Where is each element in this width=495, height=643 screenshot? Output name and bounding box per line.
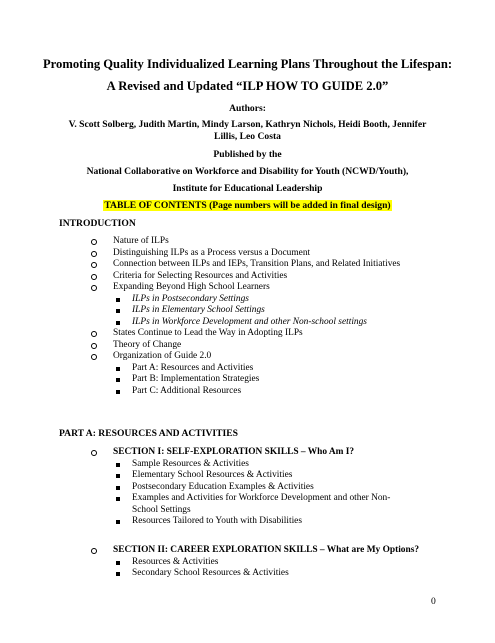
introduction-heading: INTRODUCTION — [59, 218, 136, 229]
authors-line-2: Lillis, Leo Costa — [214, 131, 281, 142]
list-item: Resources & Activities — [113, 557, 469, 569]
list-item: Theory of Change — [89, 340, 469, 352]
published-label: Published by the — [213, 149, 282, 160]
list-item: ILPs in Elementary School Settings — [113, 305, 469, 317]
list-item: Part C: Additional Resources — [113, 386, 469, 398]
authors-line-1: V. Scott Solberg, Judith Martin, Mindy Larson, Kathryn Nichols, Heidi Booth, Jennifer — [68, 119, 427, 130]
list-item: Connection between ILPs and IEPs, Transition Plans, and Related Initiatives — [89, 259, 469, 271]
page-number: 0 — [431, 596, 436, 607]
toc-highlight: TABLE OF CONTENTS (Page numbers will be added in final design) — [104, 200, 391, 211]
list-item — [89, 545, 469, 580]
publisher-line-2: Institute for Educational Leadership — [172, 183, 323, 194]
section-2-list — [89, 545, 469, 580]
list-item: Resources Tailored to Youth with Disabilities — [113, 516, 469, 528]
list-item: ILPs in Postsecondary Settings — [113, 294, 469, 306]
list-item — [89, 447, 469, 528]
sublist — [113, 294, 469, 329]
toc-heading — [0, 200, 495, 212]
authors-label: Authors: — [229, 103, 266, 114]
list-item: Examples and Activities for Workforce Development and other Non-School Settings — [113, 493, 414, 516]
list-item: Part B: Implementation Strategies — [113, 374, 469, 386]
section-1-title: SECTION I: SELF-EXPLORATION SKILLS – Who Am I? — [113, 447, 355, 457]
list-item: Elementary School Resources & Activities — [113, 470, 469, 482]
list-item: Sample Resources & Activities — [113, 459, 469, 471]
title-line-1: Promoting Quality Individualized Learning Plans Throughout the Lifespan: — [42, 57, 453, 71]
list-item: ILPs in Workforce Development and other Non-school settings — [113, 317, 469, 329]
list-item: Criteria for Selecting Resources and Activities — [89, 271, 469, 283]
part-a-heading: PART A: RESOURCES AND ACTIVITIES — [59, 428, 238, 439]
publisher-line-1: National Collaborative on Workforce and Disability for Youth (NCWD/Youth), — [86, 166, 409, 177]
sublist — [113, 459, 469, 528]
list-item: Distinguishing ILPs as a Process versus a Document — [89, 248, 469, 260]
list-item: Part A: Resources and Activities — [113, 363, 469, 375]
introduction-list — [89, 236, 469, 397]
list-item: Secondary School Resources & Activities — [113, 568, 469, 580]
section-1-list — [89, 447, 469, 528]
list-item: Postsecondary Education Examples & Activities — [113, 482, 469, 494]
section-2-title: SECTION II: CAREER EXPLORATION SKILLS – What are My Options? — [113, 545, 420, 555]
list-item: Organization of Guide 2.0 Part A: Resources and Activities Part B: Implementation Strategies Part C: Additional Resources — [89, 351, 469, 397]
sublist — [113, 557, 469, 580]
title-line-2: A Revised and Updated “ILP HOW TO GUIDE 2.0” — [106, 79, 389, 93]
sublist — [113, 363, 469, 398]
list-item: States Continue to Lead the Way in Adopting ILPs — [89, 328, 469, 340]
list-item: Nature of ILPs — [89, 236, 469, 248]
list-item: Expanding Beyond High School Learners ILPs in Postsecondary Settings ILPs in Elementary School Settings ILPs in Workforce Development and other Non-school settings — [89, 282, 469, 328]
